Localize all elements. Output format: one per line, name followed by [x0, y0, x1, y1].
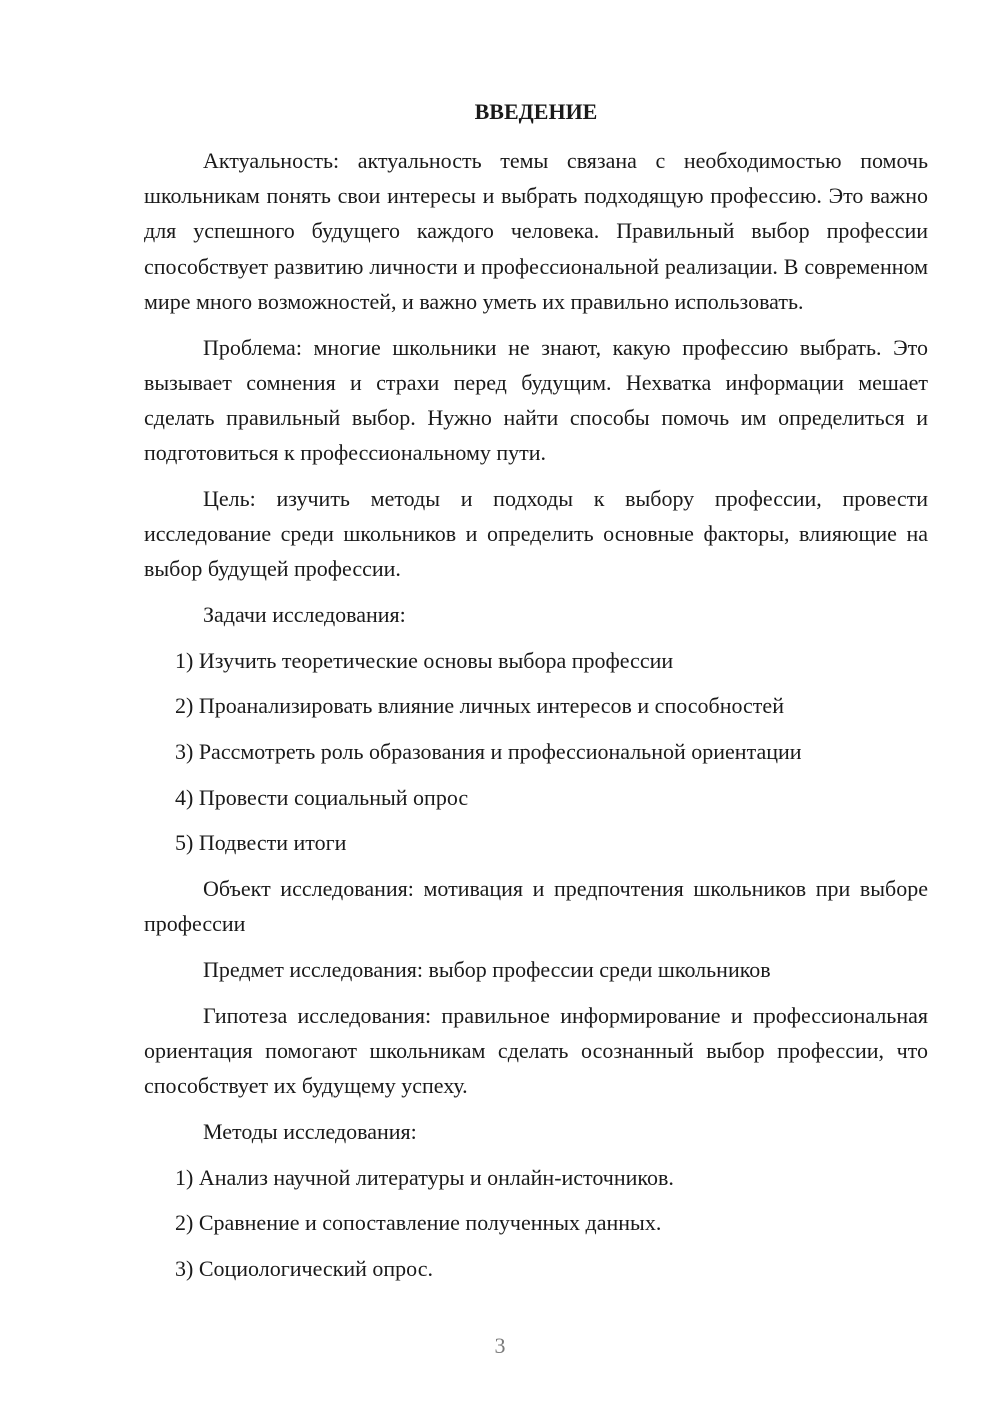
methods-heading: Методы исследования: [203, 1118, 417, 1144]
list-item: 4) Провести социальный опрос [175, 784, 469, 810]
page-number: 3 [494, 1333, 506, 1358]
paragraph-object: Объект исследования: мотивация и предпочтения школьников при выборе профессии [144, 876, 928, 937]
list-item: 3) Рассмотреть роль образования и профессиональной ориентации [175, 739, 802, 765]
paragraph-subject: Предмет исследования: выбор профессии среди школьников [203, 957, 771, 983]
list-item: 2) Сравнение и сопоставление полученных данных. [175, 1210, 662, 1236]
tasks-heading: Задачи исследования: [203, 601, 406, 627]
paragraph-hypothesis: Гипотеза исследования: правильное информирование и профессиональная ориентация помогают школьникам сделать осознанный выбор профессии, что способствует их будущему успеху. [144, 1002, 928, 1099]
list-item: 1) Анализ научной литературы и онлайн-источников. [175, 1164, 674, 1190]
list-item: 1) Изучить теоретические основы выбора профессии [175, 647, 674, 673]
tasks-list [144, 643, 928, 861]
methods-list [144, 1160, 928, 1287]
page-content [144, 94, 928, 1297]
list-item: 3) Социологический опрос. [175, 1255, 433, 1281]
list-item: 2) Проанализировать влияние личных интересов и способностей [175, 693, 784, 719]
page-title: ВВЕДЕНИЕ [474, 99, 598, 124]
list-item: 5) Подвести итоги [175, 830, 347, 856]
paragraph-problem: Проблема: многие школьники не знают, какую профессию выбрать. Это вызывает сомнения и страхи перед будущим. Нехватка информации мешает сделать правильный выбор. Нужно найти способы помочь им определиться и подготовиться к профессиональному пути. [144, 334, 928, 466]
paragraph-relevance: Актуальность: актуальность темы связана с необходимостью помочь школьникам понять свои интересы и выбрать подходящую профессию. Это важно для успешного будущего каждого человека. Правильный выбор профессии способствует развитию личности и профессиональной реализации. В современном мире много возможностей, и важно уметь их правильно использовать. [144, 148, 928, 314]
paragraph-goal: Цель: изучить методы и подходы к выбору профессии, провести исследование среди школьников и определить основные факторы, влияющие на выбор будущей профессии. [144, 485, 928, 582]
